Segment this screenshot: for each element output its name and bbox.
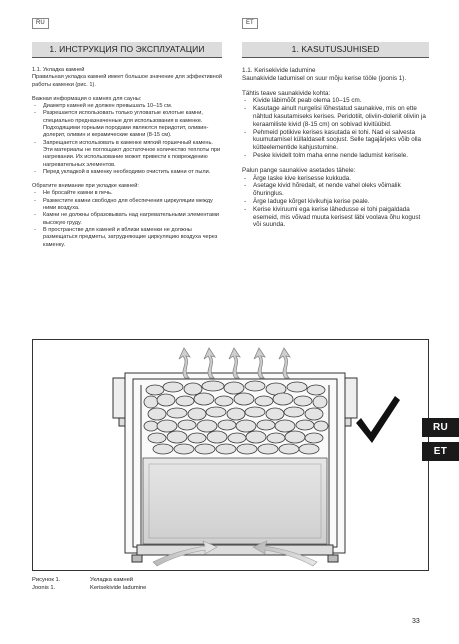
list-item: - Kasutage ainult nurgelisi lõhestatud saunakive, mis on ette nähtud kasutamiseks kerises. Peridotiit, oliviin-doleriit oliviin ja keraamiliste kivid (8-15 cm) on sobivad kivitüübid. — [242, 105, 429, 128]
heater-lower-body — [143, 458, 327, 544]
et-info-list — [242, 97, 429, 159]
page-number: 33 — [412, 618, 420, 625]
figure-caption-ru-text: Укладка камней — [90, 577, 134, 583]
list-item: - Камни не должны образовывать над нагревательными элементами высокую груду. — [32, 212, 222, 227]
list-item: - Перед укладкой в каменку необходимо очистить камни от пыли. — [32, 169, 222, 176]
list-item: - Pehmeid potikive kerises kasutada ei tohi. Nad ei salvesta kuumutamisel küllaldaselt soojust. Selle tagajärjeks võib olla kütteelementide kahjustumine. — [242, 129, 429, 152]
heater-illustration — [33, 340, 428, 570]
et-subtitle: 1.1. Kerisekivide ladumine — [242, 67, 316, 74]
side-tab-ru[interactable]: RU — [422, 418, 459, 437]
ru-note-list — [32, 190, 222, 248]
ru-section-title: 1. ИНСТРУКЦИЯ ПО ЭКСПЛУАТАЦИИ — [32, 42, 222, 57]
side-tab-et[interactable]: ET — [422, 442, 459, 461]
lang-tag-et: ET — [242, 18, 258, 29]
list-item: - Диаметр камней не должен превышать 10–15 см. — [32, 103, 222, 110]
et-info-heading: Tähtis teave saunakivide kohta: — [242, 89, 331, 97]
list-item: - В пространстве для камней и вблизи каменки не должны размещаться предметы, затрудняющие циркуляцию воздуха через каменку. — [32, 227, 222, 249]
list-item: - Разместите камни свободно для обеспечения циркуляции между ними воздуха. — [32, 198, 222, 213]
et-note-list — [242, 175, 429, 230]
figure-caption-et-label: Joonis 1. — [32, 585, 56, 591]
list-item: - Ärge laduge kõrget kivikuhja kerise peale. — [242, 198, 429, 206]
et-note-heading: Palun pange saunakive asetades tähele: — [242, 166, 356, 174]
ru-column — [32, 67, 222, 249]
ru-info-heading: Важная информация о камнях для сауны: — [32, 95, 142, 102]
figure-caption-ru-label: Рисунок 1. — [32, 577, 61, 583]
et-intro: Saunakivide ladumisel on suur mõju kerise tööle (joonis 1). — [242, 74, 407, 82]
list-item: - Не бросайте камни в печь. — [32, 190, 222, 197]
ru-info-list — [32, 103, 222, 176]
et-section-title: 1. KASUTUSJUHISED — [242, 42, 429, 57]
list-item: - Kivide läbimõõt peab olema 10–15 cm. — [242, 97, 429, 105]
et-title-underline — [242, 57, 429, 58]
list-item: - Kerise kiviruumi ega kerise lähedusse ei tohi paigaldada esemeid, mis võivad muuta kerisest läbi voolava õhu kogust või suunda. — [242, 206, 429, 229]
list-item: - Ärge laske kive kerisesse kukkuda. — [242, 175, 429, 183]
list-item: - Запрещается использовать в каменке мягкий горшечный камень. Эти материалы не поглощают достаточное количество теплоты при нагревании. Их использование может привести к повреждению нагревательных элементов. — [32, 140, 222, 169]
ru-title-underline — [32, 57, 222, 58]
ru-intro: Правильная укладка камней имеет большое значение для эффективной работы каменки (рис. 1). — [32, 74, 222, 88]
list-item: - Peske kividelt tolm maha enne nende ladumist kerisele. — [242, 152, 429, 160]
ru-subtitle: 1.1. Укладка камней — [32, 67, 85, 73]
figure-frame — [32, 339, 429, 571]
check-mark-icon — [356, 396, 400, 443]
ru-note-heading: Обратите внимание при укладке камней: — [32, 183, 139, 190]
figure-caption-et-text: Kerisekivide ladumine — [90, 585, 147, 591]
et-column — [242, 67, 429, 229]
list-item: - Разрешается использовать только угловатые колотые камни, специально предназначенные для использования в каменке. Подходящими горными породами являются перидотит, оливин-долерит, оливин и керамические камни (8-15 см). — [32, 110, 222, 139]
lang-tag-ru: RU — [32, 18, 49, 29]
list-item: - Asetage kivid hõredalt, et nende vahel oleks võimalik õhuringlus. — [242, 182, 429, 198]
